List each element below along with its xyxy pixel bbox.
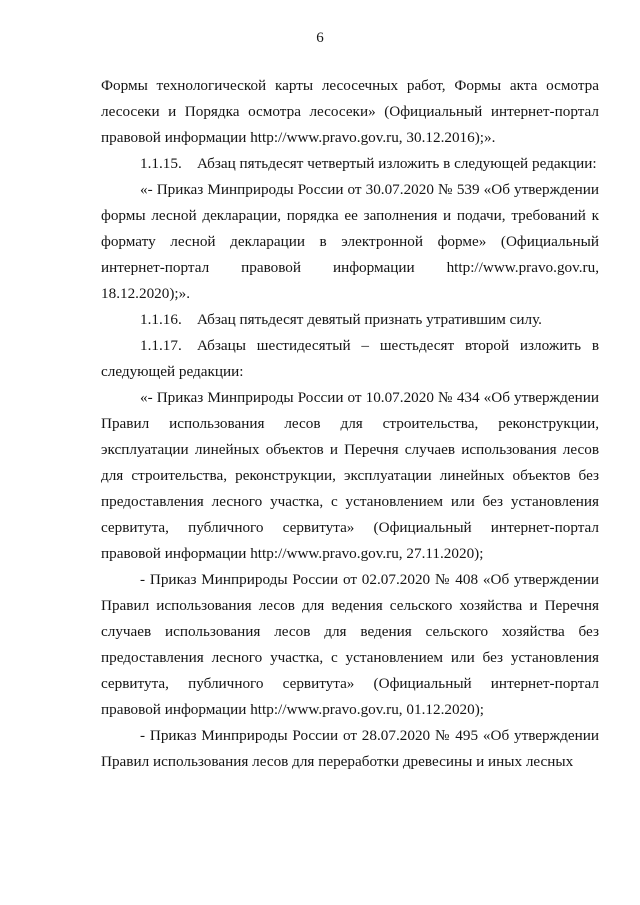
paragraph: «- Приказ Минприроды России от 30.07.2020 № 539 «Об утверждении формы лесной декларации, порядка ее заполнения и подачи, требований к формату лесной декларации в электронной форме» (Официальный интернет-портал правовой информации http://www.pravo.gov.ru, 18.12.2020);». bbox=[101, 181, 599, 302]
paragraph: - Приказ Минприроды России от 02.07.2020 № 408 «Об утверждении Правил использования лесов для ведения сельского хозяйства и Перечня случаев использования лесов для ведения сельского хозяйства без предоставления лесного участка, с установлением или без установления сервитута, публичного сервитута» (Официальный интернет-портал правовой информации http://www.pravo.gov.ru, 01.12.2020); bbox=[101, 571, 599, 718]
paragraph: 1.1.17. Абзацы шестидесятый – шестьдесят второй изложить в следующей редакции: bbox=[101, 337, 599, 380]
paragraph: 1.1.15. Абзац пятьдесят четвертый изложить в следующей редакции: bbox=[140, 155, 597, 172]
page-number: 6 bbox=[316, 30, 324, 46]
paragraph: 1.1.16. Абзац пятьдесят девятый признать утратившим силу. bbox=[140, 311, 542, 328]
paragraph: «- Приказ Минприроды России от 10.07.2020 № 434 «Об утверждении Правил использования лесов для строительства, реконструкции, эксплуатации линейных объектов и Перечня случаев использования лесов для строительства, реконструкции, эксплуатации линейных объектов без предоставления лесного участка, с установлением или без установления сервитута, публичного сервитута» (Официальный интернет-портал правовой информации http://www.pravo.gov.ru, 27.11.2020); bbox=[101, 389, 599, 562]
paragraph: - Приказ Минприроды России от 28.07.2020 № 495 «Об утверждении Правил использования лесов для переработки древесины и иных лесных bbox=[101, 727, 599, 770]
paragraph: Формы технологической карты лесосечных работ, Формы акта осмотра лесосеки и Порядка осмотра лесосеки» (Официальный интернет-портал правовой информации http://www.pravo.gov.ru, 30.12.2016);». bbox=[101, 77, 599, 146]
document-body bbox=[101, 73, 599, 775]
